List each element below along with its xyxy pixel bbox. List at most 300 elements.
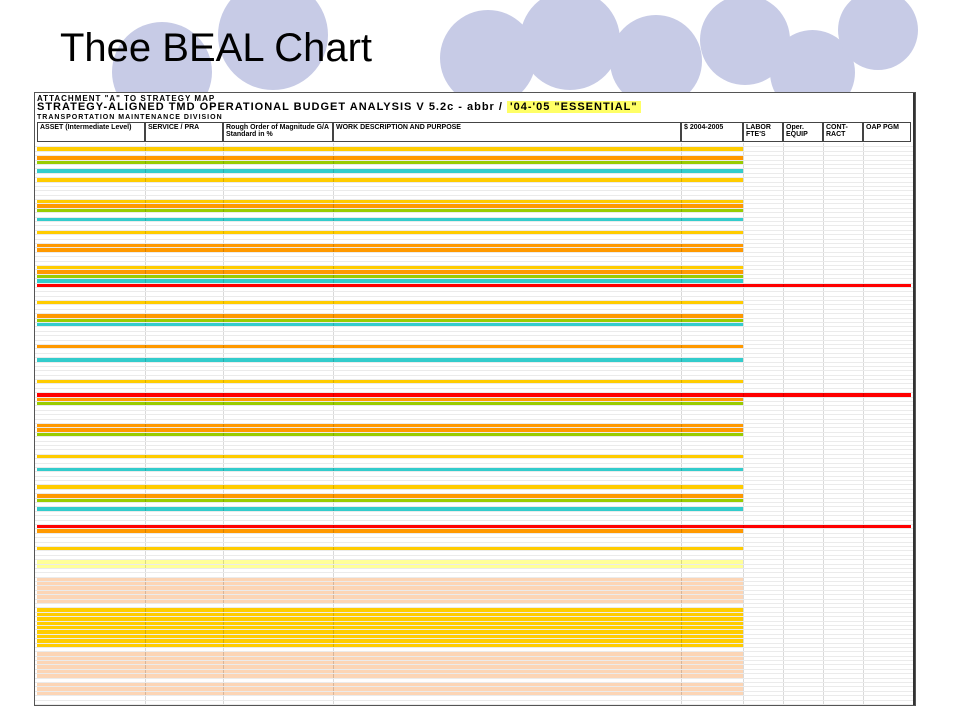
cell-divider — [333, 424, 334, 427]
cell-divider — [333, 209, 334, 212]
cell-divider — [145, 512, 146, 515]
cell-divider — [743, 169, 744, 172]
cell-divider — [783, 428, 784, 431]
cell-divider — [823, 450, 824, 453]
cell-divider — [823, 446, 824, 449]
cell-divider — [223, 305, 224, 308]
cell-divider — [681, 354, 682, 357]
cell-divider — [333, 551, 334, 554]
cell-divider — [681, 314, 682, 317]
cell-divider — [783, 472, 784, 475]
cell-divider — [783, 402, 784, 405]
cell-divider — [145, 178, 146, 181]
cell-divider — [145, 363, 146, 366]
cell-divider — [145, 411, 146, 414]
cell-divider — [863, 191, 864, 194]
row-color-band — [37, 301, 743, 304]
cell-divider — [823, 670, 824, 673]
cell-divider — [333, 696, 334, 699]
row-color-band — [37, 674, 743, 677]
row-color-band — [37, 433, 743, 436]
cell-divider — [681, 674, 682, 677]
cell-divider — [145, 147, 146, 150]
cell-divider — [145, 156, 146, 159]
cell-divider — [783, 481, 784, 484]
cell-divider — [145, 376, 146, 379]
cell-divider — [743, 327, 744, 330]
cell-divider — [783, 565, 784, 568]
cell-divider — [681, 235, 682, 238]
cell-divider — [863, 169, 864, 172]
cell-divider — [145, 297, 146, 300]
cell-divider — [743, 604, 744, 607]
cell-divider — [863, 648, 864, 651]
cell-divider — [681, 442, 682, 445]
cell-divider — [223, 292, 224, 295]
cell-divider — [223, 464, 224, 467]
cell-divider — [333, 152, 334, 155]
cell-divider — [863, 204, 864, 207]
cell-divider — [223, 595, 224, 598]
cell-divider — [863, 635, 864, 638]
row-color-band — [37, 402, 743, 405]
cell-divider — [743, 358, 744, 361]
cell-divider — [223, 644, 224, 647]
cell-divider — [333, 218, 334, 221]
cell-divider — [223, 200, 224, 203]
cell-divider — [743, 183, 744, 186]
cell-divider — [863, 235, 864, 238]
row-color-band — [37, 600, 743, 603]
cell-divider — [681, 591, 682, 594]
cell-divider — [145, 657, 146, 660]
cell-divider — [743, 301, 744, 304]
cell-divider — [783, 617, 784, 620]
row-color-band — [37, 639, 743, 642]
cell-divider — [743, 398, 744, 401]
cell-divider — [681, 367, 682, 370]
cell-divider — [823, 490, 824, 493]
cell-divider — [783, 204, 784, 207]
cell-divider — [783, 349, 784, 352]
cell-divider — [823, 301, 824, 304]
cell-divider — [783, 292, 784, 295]
cell-divider — [681, 661, 682, 664]
cell-divider — [681, 551, 682, 554]
cell-divider — [333, 183, 334, 186]
cell-divider — [145, 692, 146, 695]
sheet-heading-main: STRATEGY-ALIGNED TMD OPERATIONAL BUDGET ANALYSIS V 5.2c - abbr / — [37, 101, 503, 113]
cell-divider — [743, 529, 744, 532]
cell-divider — [823, 257, 824, 260]
cell-divider — [681, 380, 682, 383]
cell-divider — [223, 218, 224, 221]
cell-divider — [743, 507, 744, 510]
cell-divider — [223, 191, 224, 194]
cell-divider — [823, 525, 824, 528]
cell-divider — [333, 240, 334, 243]
cell-divider — [223, 384, 224, 387]
cell-divider — [783, 477, 784, 480]
cell-divider — [863, 529, 864, 532]
cell-divider — [743, 424, 744, 427]
cell-divider — [863, 323, 864, 326]
cell-divider — [783, 521, 784, 524]
cell-divider — [145, 284, 146, 287]
cell-divider — [863, 226, 864, 229]
cell-divider — [743, 565, 744, 568]
cell-divider — [863, 683, 864, 686]
cell-divider — [823, 191, 824, 194]
cell-divider — [743, 569, 744, 572]
cell-divider — [783, 367, 784, 370]
cell-divider — [863, 213, 864, 216]
cell-divider — [743, 165, 744, 168]
cell-divider — [223, 626, 224, 629]
cell-divider — [145, 218, 146, 221]
cell-divider — [783, 503, 784, 506]
cell-divider — [223, 516, 224, 519]
cell-divider — [863, 679, 864, 682]
cell-divider — [743, 279, 744, 282]
cell-divider — [223, 494, 224, 497]
cell-divider — [223, 551, 224, 554]
cell-divider — [145, 437, 146, 440]
cell-divider — [223, 253, 224, 256]
cell-divider — [783, 450, 784, 453]
cell-divider — [681, 424, 682, 427]
cell-divider — [223, 499, 224, 502]
cell-divider — [863, 196, 864, 199]
cell-divider — [863, 665, 864, 668]
cell-divider — [333, 402, 334, 405]
cell-divider — [681, 679, 682, 682]
cell-divider — [333, 292, 334, 295]
cell-divider — [823, 196, 824, 199]
cell-divider — [681, 696, 682, 699]
cell-divider — [743, 393, 744, 396]
cell-divider — [223, 371, 224, 374]
cell-divider — [333, 565, 334, 568]
cell-divider — [223, 358, 224, 361]
cell-divider — [743, 538, 744, 541]
cell-divider — [223, 354, 224, 357]
cell-divider — [681, 187, 682, 190]
cell-divider — [783, 411, 784, 414]
cell-divider — [333, 433, 334, 436]
cell-divider — [823, 244, 824, 247]
cell-divider — [681, 464, 682, 467]
cell-divider — [863, 573, 864, 576]
cell-divider — [145, 608, 146, 611]
cell-divider — [783, 437, 784, 440]
cell-divider — [863, 556, 864, 559]
cell-divider — [743, 665, 744, 668]
cell-divider — [783, 187, 784, 190]
cell-divider — [863, 319, 864, 322]
cell-divider — [783, 569, 784, 572]
cell-divider — [743, 468, 744, 471]
cell-divider — [223, 538, 224, 541]
cell-divider — [863, 569, 864, 572]
cell-divider — [823, 472, 824, 475]
cell-divider — [823, 147, 824, 150]
cell-divider — [681, 323, 682, 326]
cell-divider — [681, 363, 682, 366]
cell-divider — [681, 657, 682, 660]
cell-divider — [223, 630, 224, 633]
cell-divider — [783, 485, 784, 488]
row-color-band — [37, 499, 743, 502]
cell-divider — [145, 371, 146, 374]
cell-divider — [823, 363, 824, 366]
cell-divider — [823, 143, 824, 146]
cell-divider — [145, 183, 146, 186]
cell-divider — [145, 165, 146, 168]
cell-divider — [223, 161, 224, 164]
cell-divider — [681, 248, 682, 251]
cell-divider — [681, 358, 682, 361]
cell-divider — [863, 604, 864, 607]
cell-divider — [145, 450, 146, 453]
cell-divider — [681, 622, 682, 625]
cell-divider — [145, 477, 146, 480]
row-color-band — [37, 424, 743, 427]
cell-divider — [823, 415, 824, 418]
cell-divider — [823, 398, 824, 401]
cell-divider — [823, 696, 824, 699]
cell-divider — [783, 420, 784, 423]
cell-divider — [823, 674, 824, 677]
cell-divider — [783, 529, 784, 532]
cell-divider — [783, 222, 784, 225]
cell-divider — [333, 644, 334, 647]
row-color-band — [37, 591, 743, 594]
cell-divider — [145, 507, 146, 510]
cell-divider — [145, 319, 146, 322]
cell-divider — [145, 402, 146, 405]
cell-divider — [863, 516, 864, 519]
cell-divider — [823, 341, 824, 344]
cell-divider — [145, 648, 146, 651]
cell-divider — [863, 393, 864, 396]
cell-divider — [333, 674, 334, 677]
row-color-band — [37, 345, 743, 348]
cell-divider — [863, 270, 864, 273]
cell-divider — [333, 367, 334, 370]
cell-divider — [863, 240, 864, 243]
cell-divider — [145, 174, 146, 177]
cell-divider — [223, 411, 224, 414]
cell-divider — [681, 292, 682, 295]
cell-divider — [743, 415, 744, 418]
cell-divider — [681, 595, 682, 598]
cell-divider — [743, 349, 744, 352]
cell-divider — [783, 648, 784, 651]
cell-divider — [145, 582, 146, 585]
row-color-band — [37, 565, 743, 568]
cell-divider — [145, 292, 146, 295]
column-header-labor: LABOR FTE'S — [743, 122, 783, 142]
cell-divider — [823, 231, 824, 234]
cell-divider — [743, 679, 744, 682]
cell-divider — [823, 332, 824, 335]
cell-divider — [681, 507, 682, 510]
row-color-band — [37, 525, 911, 528]
cell-divider — [863, 156, 864, 159]
cell-divider — [333, 560, 334, 563]
cell-divider — [333, 538, 334, 541]
cell-divider — [783, 459, 784, 462]
cell-divider — [783, 578, 784, 581]
cell-divider — [823, 428, 824, 431]
cell-divider — [333, 582, 334, 585]
cell-divider — [223, 376, 224, 379]
column-header-contract: CONT-RACT — [823, 122, 863, 142]
cell-divider — [223, 503, 224, 506]
cell-divider — [681, 191, 682, 194]
cell-divider — [743, 200, 744, 203]
cell-divider — [863, 534, 864, 537]
cell-divider — [863, 481, 864, 484]
cell-divider — [823, 235, 824, 238]
cell-divider — [333, 196, 334, 199]
cell-divider — [823, 187, 824, 190]
cell-divider — [145, 191, 146, 194]
cell-divider — [823, 613, 824, 616]
cell-divider — [783, 169, 784, 172]
row-color-band — [37, 485, 743, 488]
cell-divider — [223, 213, 224, 216]
cell-divider — [681, 521, 682, 524]
cell-divider — [783, 341, 784, 344]
cell-divider — [333, 459, 334, 462]
cell-divider — [145, 209, 146, 212]
cell-divider — [743, 613, 744, 616]
cell-divider — [783, 393, 784, 396]
cell-divider — [783, 147, 784, 150]
cell-divider — [743, 670, 744, 673]
cell-divider — [681, 613, 682, 616]
cell-divider — [783, 288, 784, 291]
cell-divider — [681, 178, 682, 181]
cell-divider — [145, 494, 146, 497]
cell-divider — [145, 521, 146, 524]
cell-divider — [145, 565, 146, 568]
cell-divider — [223, 270, 224, 273]
cell-divider — [823, 266, 824, 269]
cell-divider — [145, 248, 146, 251]
cell-divider — [223, 687, 224, 690]
cell-divider — [823, 679, 824, 682]
cell-divider — [223, 169, 224, 172]
cell-divider — [223, 156, 224, 159]
cell-divider — [783, 692, 784, 695]
cell-divider — [223, 147, 224, 150]
cell-divider — [823, 218, 824, 221]
cell-divider — [783, 363, 784, 366]
cell-divider — [743, 178, 744, 181]
cell-divider — [223, 204, 224, 207]
cell-divider — [681, 490, 682, 493]
cell-divider — [145, 358, 146, 361]
cell-divider — [681, 200, 682, 203]
cell-divider — [145, 591, 146, 594]
cell-divider — [863, 341, 864, 344]
cell-divider — [823, 275, 824, 278]
cell-divider — [333, 187, 334, 190]
cell-divider — [681, 701, 682, 704]
cell-divider — [823, 521, 824, 524]
cell-divider — [783, 279, 784, 282]
cell-divider — [823, 459, 824, 462]
cell-divider — [743, 402, 744, 405]
cell-divider — [333, 363, 334, 366]
cell-divider — [783, 683, 784, 686]
cell-divider — [743, 543, 744, 546]
cell-divider — [333, 657, 334, 660]
sheet-heading — [37, 101, 641, 113]
cell-divider — [783, 380, 784, 383]
cell-divider — [743, 556, 744, 559]
cell-divider — [863, 521, 864, 524]
cell-divider — [681, 244, 682, 247]
cell-divider — [333, 450, 334, 453]
column-header-rough-order: Rough Order of Magnitude G/A Standard in % — [223, 122, 333, 142]
cell-divider — [863, 459, 864, 462]
cell-divider — [333, 626, 334, 629]
cell-divider — [223, 468, 224, 471]
cell-divider — [681, 213, 682, 216]
cell-divider — [145, 626, 146, 629]
cell-divider — [743, 595, 744, 598]
cell-divider — [681, 569, 682, 572]
row-color-band — [37, 622, 743, 625]
cell-divider — [223, 275, 224, 278]
cell-divider — [681, 626, 682, 629]
cell-divider — [223, 639, 224, 642]
cell-divider — [681, 516, 682, 519]
cell-divider — [145, 617, 146, 620]
cell-divider — [145, 538, 146, 541]
cell-divider — [823, 591, 824, 594]
cell-divider — [823, 240, 824, 243]
cell-divider — [681, 512, 682, 515]
row-color-band — [37, 314, 743, 317]
cell-divider — [145, 253, 146, 256]
cell-divider — [743, 490, 744, 493]
cell-divider — [223, 314, 224, 317]
cell-divider — [743, 687, 744, 690]
cell-divider — [223, 226, 224, 229]
cell-divider — [681, 586, 682, 589]
row-color-band — [37, 279, 743, 282]
cell-divider — [823, 323, 824, 326]
cell-divider — [863, 433, 864, 436]
cell-divider — [223, 437, 224, 440]
row-color-band — [37, 626, 743, 629]
cell-divider — [333, 253, 334, 256]
cell-divider — [145, 187, 146, 190]
cell-divider — [333, 600, 334, 603]
cell-divider — [145, 323, 146, 326]
cell-divider — [863, 424, 864, 427]
cell-divider — [823, 262, 824, 265]
cell-divider — [743, 512, 744, 515]
cell-divider — [681, 204, 682, 207]
cell-divider — [223, 661, 224, 664]
cell-divider — [823, 384, 824, 387]
